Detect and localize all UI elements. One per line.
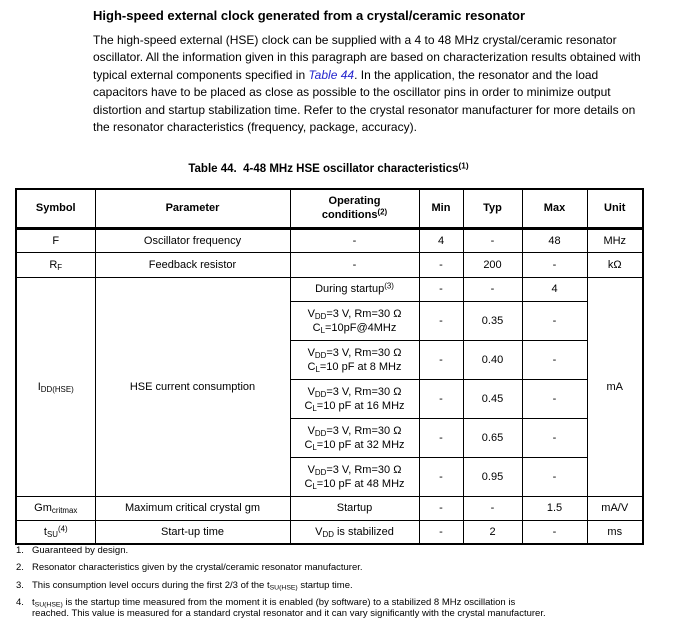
- cell-min: -: [419, 340, 463, 379]
- col-header-unit: Unit: [587, 189, 643, 228]
- cell-min: -: [419, 252, 463, 277]
- footnote-text: Guaranteed by design.: [32, 545, 129, 556]
- cell-conditions: $V_{DD}=3$ V, Rm=30 Ω $C_L=10$ pF at 32 MHz: [290, 418, 419, 457]
- footnote-1: [16, 546, 684, 557]
- cell-conditions: $V_{DD}=3$ V, Rm=30 Ω $C_L=10$ pF at 48 MHz: [290, 457, 419, 496]
- cell-max: -: [522, 520, 587, 544]
- table-ref-link[interactable]: Table 44: [308, 67, 355, 82]
- intro-paragraph: The high-speed external (HSE) clock can be supplied with a 4 to 48 MHz crystal/ceramic resonator oscillator. All the information given in this paragraph are based on characterization results obtained with typical external components specified in Table 44. In the application, the resonator and the load capacitors have to be placed as close as possible to the oscillator pins in order to minimize output distortion and startup stabilization time. Refer to the crystal resonator manufacturer for more details on the resonator characteristics (frequency, package, accuracy).: [93, 33, 641, 135]
- cell-typ: 200: [463, 252, 522, 277]
- cell-max: -: [522, 252, 587, 277]
- cell-symbol: $R_F$: [16, 252, 95, 277]
- footnote-4: [16, 598, 684, 620]
- footnote-number: 1.: [16, 545, 24, 556]
- table-caption: Table 44. 4-48 MHz HSE oscillator characteristics$^{(1)}$: [188, 161, 469, 175]
- cell-symbol: $Gm_{critmax}$: [16, 496, 95, 520]
- footnote-text: This consumption level occurs during the first 2/3 of the $t_{SU(HSE)}$ startup time.: [32, 579, 353, 592]
- cell-unit: ms: [587, 520, 643, 544]
- cell-min: -: [419, 520, 463, 544]
- footnote-text: Resonator characteristics given by the crystal/ceramic resonator manufacturer.: [32, 562, 363, 574]
- cell-typ: -: [463, 496, 522, 520]
- cell-conditions: $V_{DD}=3$ V, Rm=30 Ω $C_L=10$ pF at 16 MHz: [290, 379, 419, 418]
- table-row-feedback-resistor: [16, 252, 643, 277]
- cell-min: -: [419, 496, 463, 520]
- footnotes: [16, 546, 684, 626]
- cell-conditions: -: [290, 228, 419, 252]
- col-header-operating-conditions: Operating conditions$^{(2)}$: [290, 189, 419, 228]
- cell-min: -: [419, 418, 463, 457]
- cell-symbol: $t_{SU}^{(4)}$: [16, 520, 95, 544]
- cell-typ: 0.65: [463, 418, 522, 457]
- cell-typ: -: [463, 228, 522, 252]
- cell-max: 48: [522, 228, 587, 252]
- cell-max: 4: [522, 277, 587, 301]
- cell-min: -: [419, 301, 463, 340]
- section-heading: High-speed external clock generated from a crystal/ceramic resonator: [93, 8, 526, 23]
- col-header-parameter: Parameter: [95, 189, 290, 228]
- footnote-number: 2.: [16, 562, 24, 574]
- cell-conditions: $V_{DD}$ is stabilized: [290, 520, 419, 544]
- cell-typ: 0.35: [463, 301, 522, 340]
- cell-typ: 0.95: [463, 457, 522, 496]
- cell-typ: 2: [463, 520, 522, 544]
- footnote-3: [16, 581, 684, 592]
- hse-characteristics-table: [15, 188, 644, 545]
- cell-parameter: Maximum critical crystal gm: [95, 496, 290, 520]
- col-header-min: Min: [419, 189, 463, 228]
- cell-parameter: Oscillator frequency: [95, 228, 290, 252]
- cell-conditions: $V_{DD}=3$ V, Rm=30 Ω $C_L=10$ pF at 8 MHz: [290, 340, 419, 379]
- cell-max: -: [522, 340, 587, 379]
- cell-conditions: During startup$^{(3)}$: [290, 277, 419, 301]
- cell-max: -: [522, 301, 587, 340]
- footnote-2: [16, 563, 684, 574]
- table-row-startup-time: [16, 520, 643, 544]
- cell-typ: 0.40: [463, 340, 522, 379]
- cell-max: -: [522, 457, 587, 496]
- cell-parameter: Feedback resistor: [95, 252, 290, 277]
- table-row-oscillator-frequency: [16, 228, 643, 252]
- cell-conditions: $V_{DD}=3$ V, Rm=30 Ω $C_L=10pF@4MHz$: [290, 301, 419, 340]
- cell-min: -: [419, 457, 463, 496]
- cell-max: -: [522, 379, 587, 418]
- cell-min: 4: [419, 228, 463, 252]
- cell-parameter: Start-up time: [95, 520, 290, 544]
- cell-conditions: -: [290, 252, 419, 277]
- footnote-number: 3.: [16, 579, 24, 591]
- cell-max: 1.5: [522, 496, 587, 520]
- cell-unit: MHz: [587, 228, 643, 252]
- footnote-number: 4.: [16, 596, 24, 608]
- cell-typ: -: [463, 277, 522, 301]
- footnote-text: $t_{SU(HSE)}$ is the startup time measured from the moment it is enabled (by software) to a stabilized 8 MHz oscillation is reached. This value is measured for a standard crystal resonator and it can vary significantly with the crystal manufacturer.: [32, 596, 546, 619]
- col-header-max: Max: [522, 189, 587, 228]
- cell-symbol-idd-hse: $I_{DD(HSE)}$: [16, 277, 95, 496]
- col-header-symbol: Symbol: [16, 189, 95, 228]
- cell-unit-ma: mA: [587, 277, 643, 496]
- cell-min: -: [419, 277, 463, 301]
- cell-unit: kΩ: [587, 252, 643, 277]
- table-row-idd-startup: [16, 277, 643, 301]
- cell-typ: 0.45: [463, 379, 522, 418]
- cell-unit: mA/V: [587, 496, 643, 520]
- cell-parameter-hse-current: HSE current consumption: [95, 277, 290, 496]
- cell-max: -: [522, 418, 587, 457]
- table-row-gm-critmax: [16, 496, 643, 520]
- table-header-row: [16, 189, 643, 228]
- cell-min: -: [419, 379, 463, 418]
- cell-conditions: Startup: [290, 496, 419, 520]
- cell-symbol: F: [16, 228, 95, 252]
- col-header-typ: Typ: [463, 189, 522, 228]
